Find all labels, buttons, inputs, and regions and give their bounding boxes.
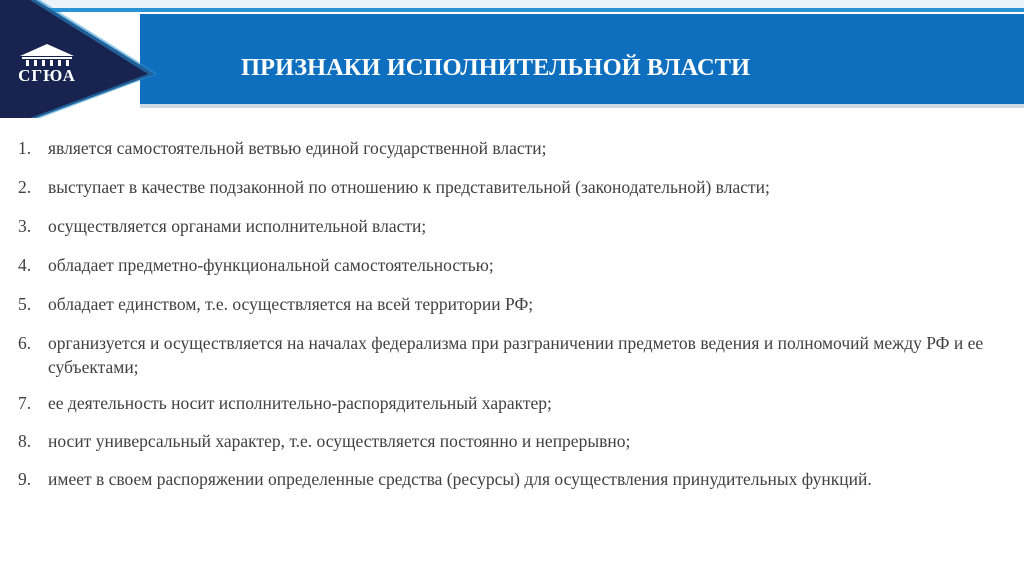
list-item-text: обладает единством, т.е. осуществляется на всей территории РФ;	[48, 294, 534, 314]
list-item	[18, 253, 1008, 277]
list-item-text: организуется и осуществляется на началах федерализма при разграничении предметов ведения и полномочий между РФ и ее субъектами;	[48, 333, 984, 377]
list-item	[18, 214, 1008, 238]
logo-text: СГЮА	[18, 66, 76, 85]
list-item	[18, 136, 1008, 160]
list-item	[18, 429, 1008, 453]
features-list	[18, 136, 1008, 491]
list-item-text: выступает в качестве подзаконной по отношению к представительной (законодательной) власти;	[48, 177, 770, 197]
page-title: ПРИЗНАКИ ИСПОЛНИТЕЛЬНОЙ ВЛАСТИ	[241, 54, 751, 81]
list-item-text: является самостоятельной ветвью единой государственной власти;	[48, 138, 547, 158]
list-item-text: имеет в своем распоряжении определенные средства (ресурсы) для осуществления принудительных функций.	[48, 469, 872, 489]
list-item-number: 8.	[18, 431, 32, 451]
building-icon	[14, 42, 80, 68]
list-item-number: 5.	[18, 294, 32, 314]
list-item-number: 6.	[18, 333, 32, 353]
logo	[14, 42, 80, 96]
list-item-text: осуществляется органами исполнительной власти;	[48, 216, 427, 236]
list-item-number: 4.	[18, 255, 32, 275]
list-item-text: носит универсальный характер, т.е. осуществляется постоянно и непрерывно;	[48, 431, 631, 451]
list-item-number: 9.	[18, 469, 32, 489]
list-item	[18, 292, 1008, 316]
list-item	[18, 391, 1008, 415]
header-banner	[0, 0, 1024, 118]
list-item	[18, 175, 1008, 199]
list-item-number: 2.	[18, 177, 32, 197]
list-item-text: ее деятельность носит исполнительно-распорядительный характер;	[48, 393, 552, 413]
list-item	[18, 331, 1008, 379]
list-item-number: 1.	[18, 138, 32, 158]
list-item-number: 3.	[18, 216, 32, 236]
list-item-number: 7.	[18, 393, 32, 413]
list-item	[18, 467, 1008, 491]
list-item-text: обладает предметно-функциональной самостоятельностью;	[48, 255, 494, 275]
